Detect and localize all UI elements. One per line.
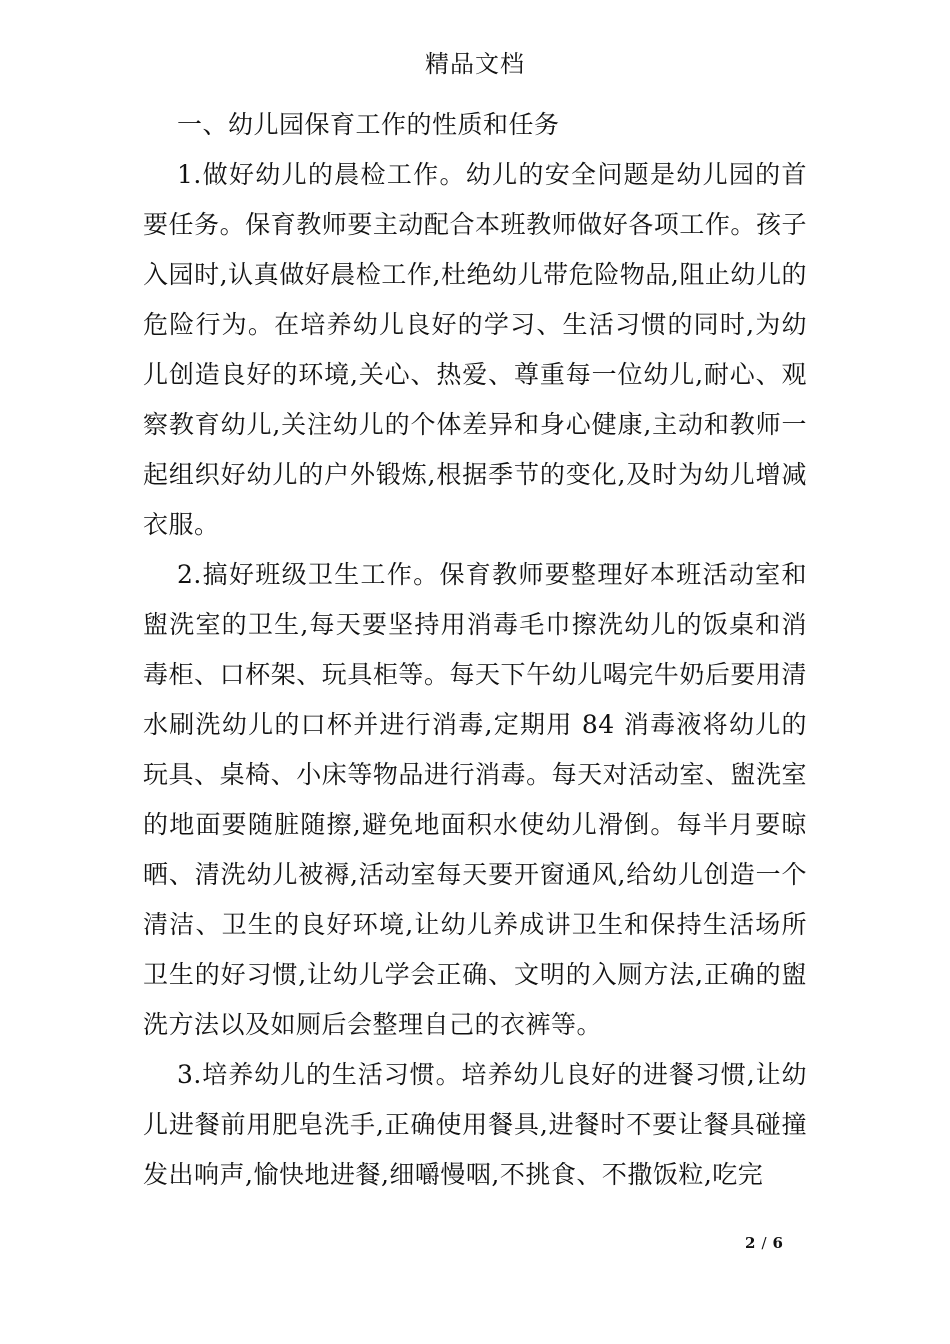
paragraph-morning-check: 1.做好幼儿的晨检工作。幼儿的安全问题是幼儿园的首要任务。保育教师要主动配合本班教师做好各项工作。孩子入园时,认真做好晨检工作,杜绝幼儿带危险物品,阻止幼儿的危险行为。在培养幼儿良好的学习、生活习惯的同时,为幼儿创造良好的环境,关心、热爱、尊重每一位幼儿,耐心、观察教育幼儿,关注幼儿的个体差异和身心健康,主动和教师一起组织好幼儿的户外锻炼,根据季节的变化,及时为幼儿增减衣服。 — [143, 160, 807, 539]
document-body — [143, 100, 807, 1200]
page-number-separator: / — [761, 1234, 767, 1252]
paragraph-class-hygiene: 2.搞好班级卫生工作。保育教师要整理好本班活动室和盥洗室的卫生,每天要坚持用消毒毛巾擦洗幼儿的饭桌和消毒柜、口杯架、玩具柜等。每天下午幼儿喝完牛奶后要用清水刷洗幼儿的口杯并进行消毒,定期用 84 消毒液将幼儿的玩具、桌椅、小床等物品进行消毒。每天对活动室、盥洗室的地面要随脏随擦,避免地面积水使幼儿滑倒。每半月要晾晒、清洗幼儿被褥,活动室每天要开窗通风,给幼儿创造一个清洁、卫生的良好环境,让幼儿养成讲卫生和保持生活场所卫生的好习惯,让幼儿学会正确、文明的入厕方法,正确的盥洗方法以及如厕后会整理自己的衣裤等。 — [143, 560, 807, 1039]
total-pages-number: 6 — [772, 1234, 783, 1252]
paragraph-living-habits: 3.培养幼儿的生活习惯。培养幼儿良好的进餐习惯,让幼儿进餐前用肥皂洗手,正确使用餐具,进餐时不要让餐具碰撞发出响声,愉快地进餐,细嚼慢咽,不挑食、不撒饭粒,吃完 — [143, 1060, 807, 1189]
page-number — [745, 1233, 783, 1253]
page-header-title: 精品文档 — [425, 50, 525, 78]
current-page-number: 2 — [745, 1234, 756, 1252]
section-heading: 一、幼儿园保育工作的性质和任务 — [177, 110, 560, 139]
